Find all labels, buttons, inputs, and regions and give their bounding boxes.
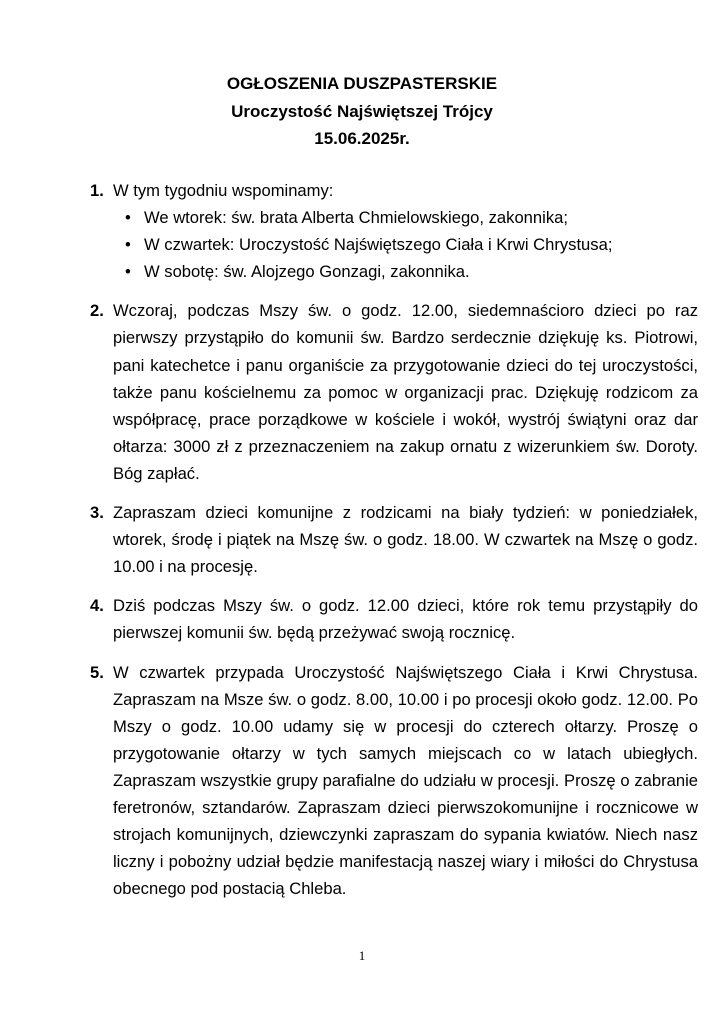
page-date: 15.06.2025r. bbox=[314, 129, 410, 148]
item-number: 3. bbox=[90, 503, 104, 523]
bullet-item bbox=[125, 231, 698, 258]
item-text: W tym tygodniu wspominamy: bbox=[113, 181, 334, 200]
bullet-text: We wtorek: św. brata Alberta Chmielowskiego, zakonnika; bbox=[144, 208, 568, 228]
page-subtitle: Uroczystość Najświętszej Trójcy bbox=[231, 101, 493, 121]
item-number: 1. bbox=[90, 181, 104, 200]
list-item bbox=[90, 177, 698, 285]
bullet-list bbox=[113, 204, 698, 285]
item-text: W czwartek przypada Uroczystość Najświętszego Ciała i Krwi Chrystusa. Zapraszam na Msze św. o godz. 8.00, 10.00 i po procesji około godz. 12.00. Po Mszy o godz. 10.00 udamy się w procesji do czterech ołtarzy. Proszę o przygotowanie ołtarzy w tych samych miejscach co w latach ubiegłych. Zapraszam wszystkie grupy parafialne do udziału w procesji. Proszę o zabranie feretronów, sztandarów. Zapraszam dzieci pierwszokomunijne i rocznicowe w strojach komunijnych, dziewczynki zapraszam do sypania kwiatów. Niech nasz liczny i pobożny udział będzie manifestacją naszej wiary i miłości do Chrystusa obecnego pod postacią Chleba. bbox=[113, 662, 698, 899]
list-item bbox=[90, 297, 698, 487]
item-number: 2. bbox=[90, 301, 104, 321]
item-number: 5. bbox=[90, 662, 104, 682]
bullet-item bbox=[125, 204, 698, 231]
item-text: Zapraszam dzieci komunijne z rodzicami na biały tydzień: w poniedziałek, wtorek, środę i piątek na Mszę św. o godz. 18.00. W czwartek na Mszę o godz. 10.00 i na procesję. bbox=[113, 503, 698, 577]
page-number: 1 bbox=[358, 948, 366, 963]
list-item bbox=[90, 592, 698, 646]
bullet-text: W sobotę: św. Alojzego Gonzagi, zakonnika. bbox=[144, 262, 470, 282]
bullet-text: W czwartek: Uroczystość Najświętszego Ciała i Krwi Chrystusa; bbox=[144, 235, 613, 255]
announcements-list bbox=[90, 177, 698, 914]
bullet-item bbox=[125, 258, 698, 285]
item-text: Wczoraj, podczas Mszy św. o godz. 12.00, siedemnaścioro dzieci po raz pierwszy przystąpiło do komunii św. Bardzo serdecznie dziękuję ks. Piotrowi, pani katechetce i panu organiście za przygotowanie dzieci do tej uroczystości, także panu kościelnemu za pomoc w organizacji prac. Dziękuję rodzicom za współpracę, prace porządkowe w kościele i wokół, wystrój świątyni oraz dar ołtarza: 3000 zł z przeznaczeniem na zakup ornatu z wizerunkiem św. Doroty. Bóg zapłać. bbox=[113, 301, 698, 483]
bullet-icon: • bbox=[125, 208, 131, 228]
list-item bbox=[90, 499, 698, 580]
page-title: OGŁOSZENIA DUSZPASTERSKIE bbox=[226, 74, 498, 93]
item-number: 4. bbox=[90, 596, 104, 616]
list-item bbox=[90, 659, 698, 903]
item-text: Dziś podczas Mszy św. o godz. 12.00 dzieci, które rok temu przystąpiły do pierwszej komunii św. będą przeżywać swoją rocznicę. bbox=[113, 596, 698, 643]
document-header bbox=[0, 70, 724, 153]
bullet-icon: • bbox=[125, 262, 131, 282]
bullet-icon: • bbox=[125, 235, 131, 255]
